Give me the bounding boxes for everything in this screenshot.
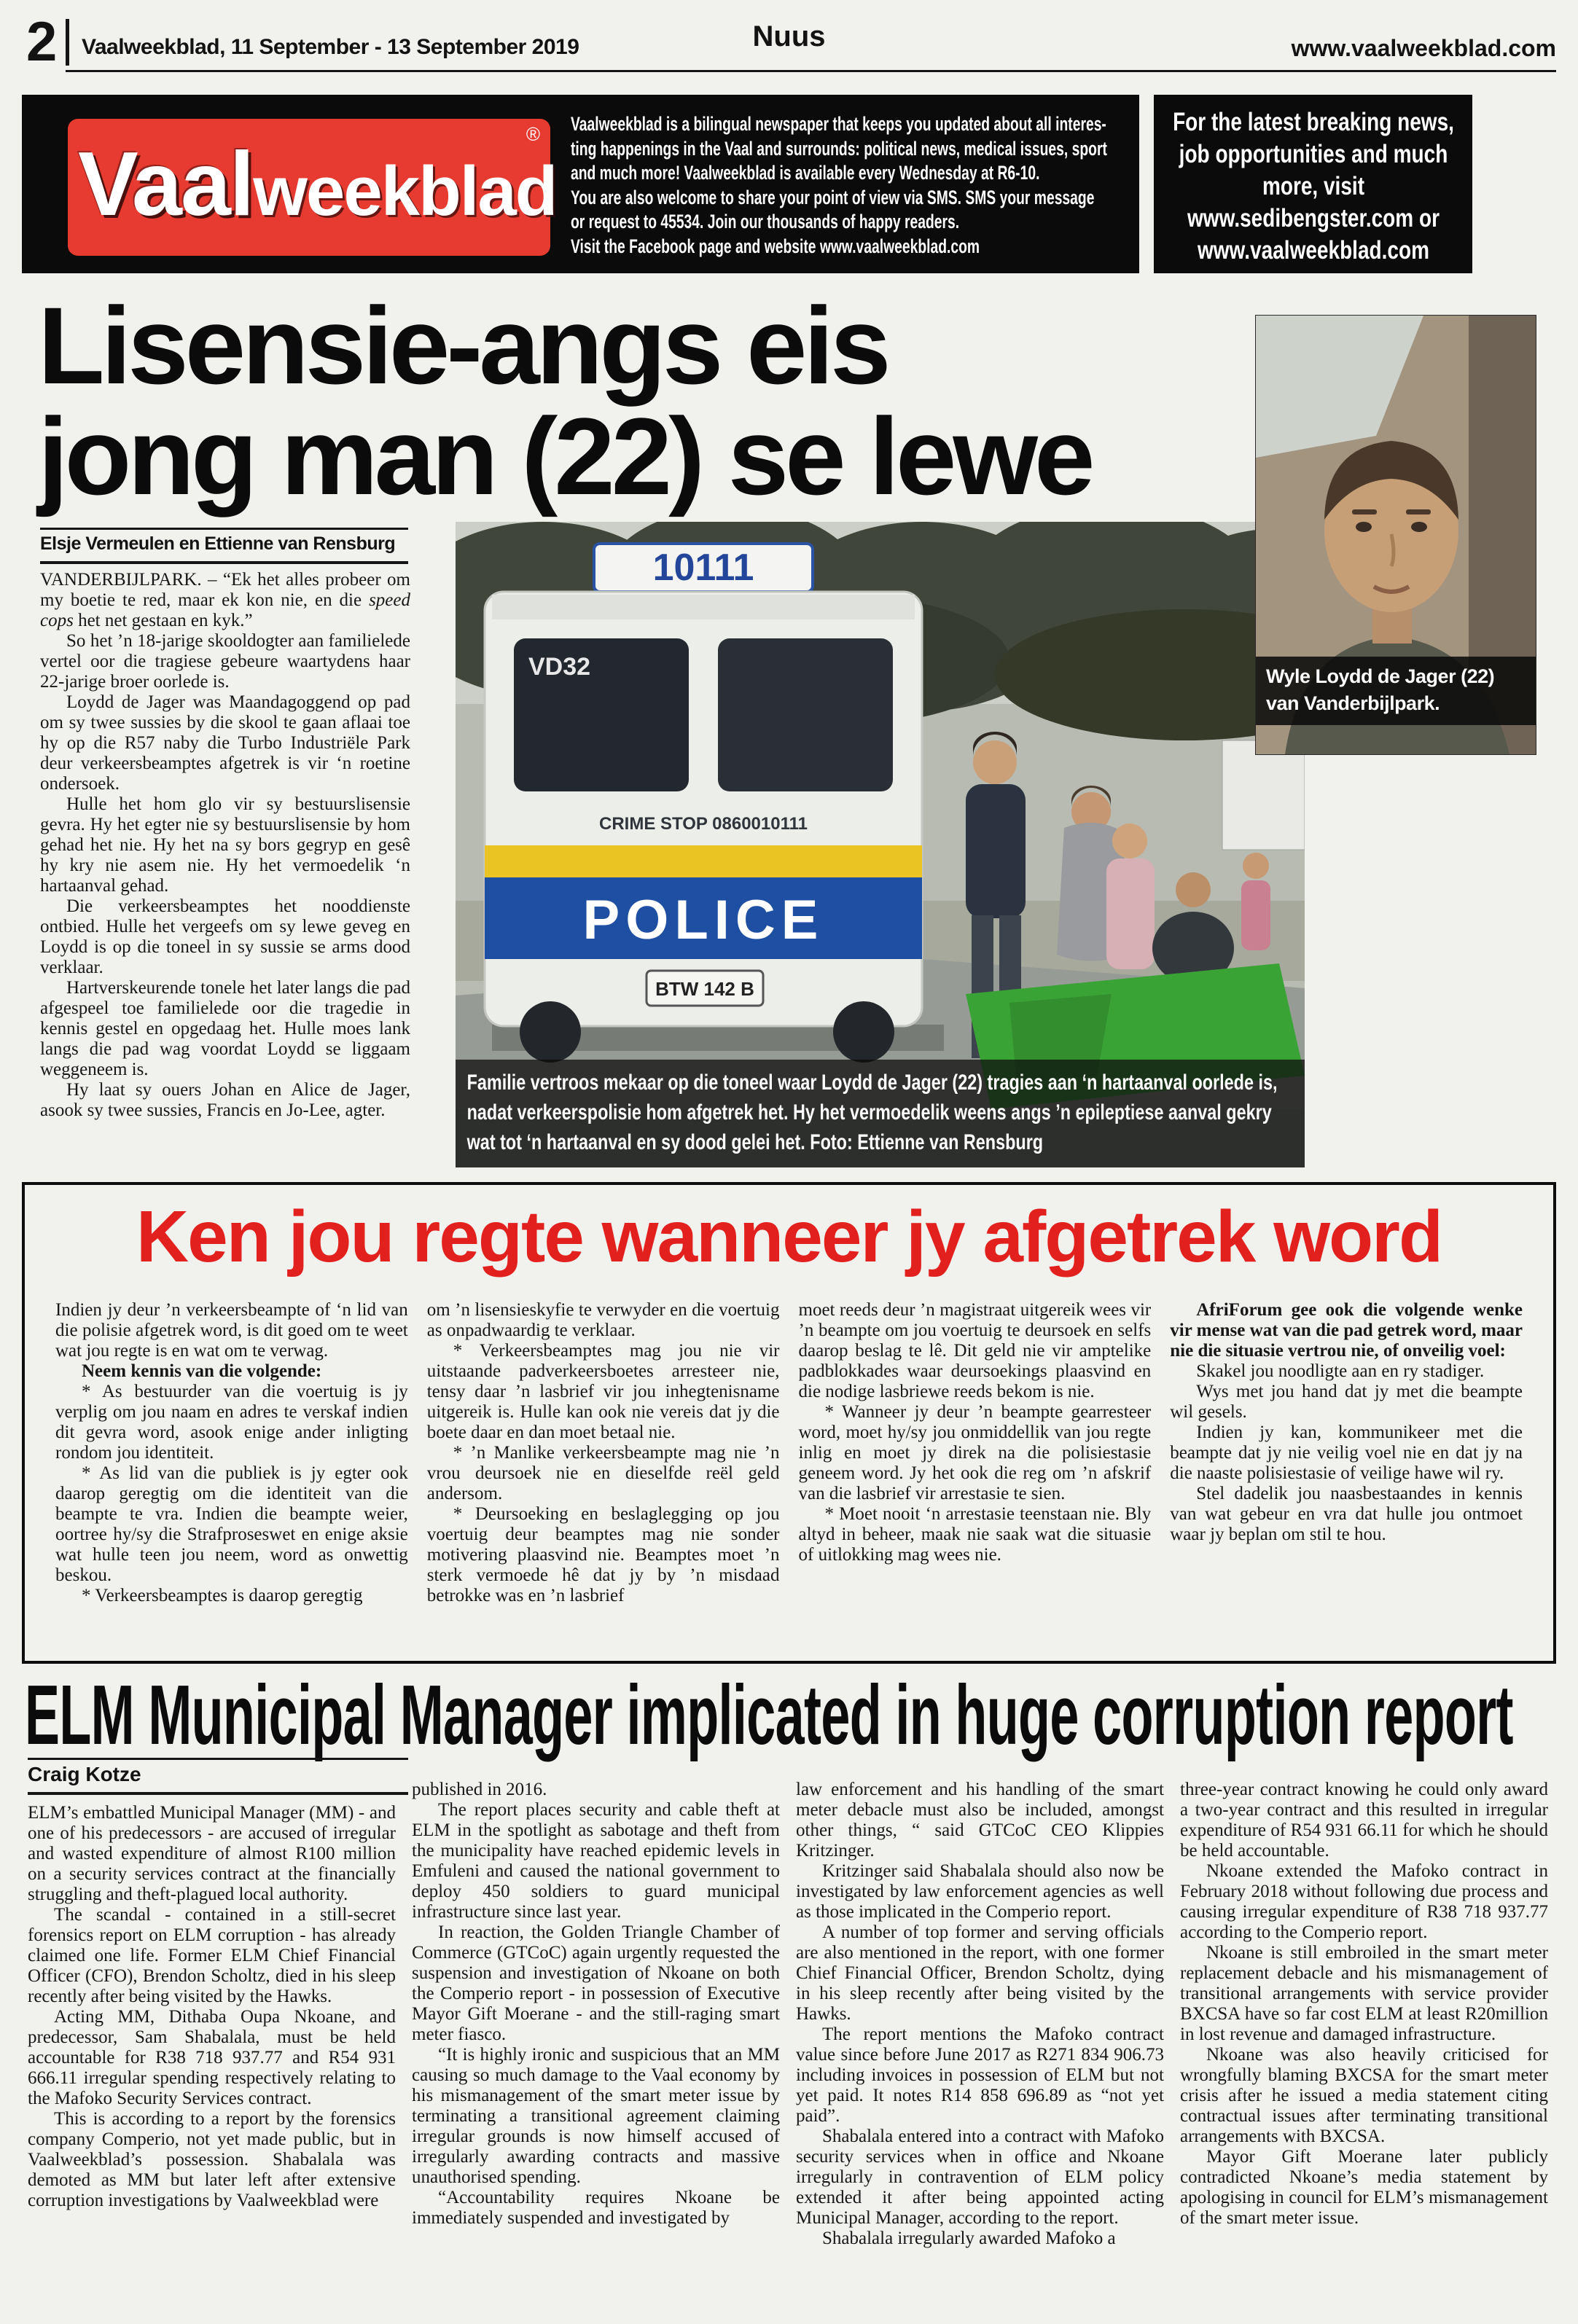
- rights-column-4: [1170, 1300, 1523, 1655]
- paragraph: Kritzinger said Shabalala should also now be investigated by law enforcement agencies as well as those implicated in the Comperio report.: [796, 1861, 1164, 1922]
- paragraph: * Moet nooit ‘n arrestasie teenstaan nie. Bly altyd in beheer, maak nie saak wat die situasie of uitlokking mag wees nie.: [798, 1504, 1152, 1565]
- text-line: job opportunities and much: [1179, 140, 1448, 168]
- elm-column-3: [796, 1780, 1164, 2324]
- registered-trademark-icon: ®: [526, 123, 540, 145]
- paragraph: The scandal - contained in a still-secret forensics report on ELM corruption - has already claimed one life. Former ELM Chief Financial Officer (CFO), Brendon Scholtz, died in his sleep recently after being visited by the Hawks.: [28, 1905, 396, 2006]
- paragraph: Nkoane is still embroiled in the smart meter replacement debacle and his mismanagement of transitional arrangements with service provider BXCSA have so far cost ELM at least R20million in lost revenue and damaged infrastructure.: [1180, 1943, 1548, 2044]
- header-rule: [66, 70, 1556, 72]
- paragraph: * As bestuurder van die voertuig is jy verplig om jou naam en adres te verskaf indien dit gevra word, asook enige ander inligting rondom jou identiteit.: [55, 1382, 408, 1463]
- paragraph: The report places security and cable theft at ELM in the spotlight as sabotage and theft from the municipality have reached epidemic levels in Emfuleni and caused the national government to deploy 450 soldiers to guard municipal infrastructure since last year.: [412, 1800, 780, 1922]
- page-number: 2: [26, 11, 55, 73]
- text-line: and much more! Vaalweekblad is available every Wednesday at R6-10.: [571, 162, 1040, 184]
- paragraph: moet reeds deur ’n magistraat uitgereik wees vir ’n beampte om jou voertuig te deursoek en selfs daarop beslag te lê. Dit geld nie vir amptelike padblokkades waar deursoekings plaasvind en die nodige lasbriewe reeds bekom is nie.: [798, 1300, 1152, 1401]
- paragraph: * Verkeersbeamptes is daarop geregtig: [82, 1586, 363, 1605]
- elm-byline: Craig Kotze: [28, 1758, 408, 1795]
- paragraph: Wys met jou hand dat jy met die beampte wil gesels.: [1170, 1382, 1523, 1422]
- paragraph: Loydd de Jager was Maandagoggend op pad om sy twee sussies by die skool te gaan aflaai toe hy op die R57 naby die Turbo Industriële Park deur verkeersbeamptes afgetrek is vir ‘n roetine ondersoek.: [40, 692, 410, 794]
- van-roof-sign-text: 10111: [652, 547, 754, 589]
- lead-article-column: [40, 570, 410, 1121]
- masthead: [22, 95, 1472, 273]
- van-code-text: VD32: [528, 653, 591, 681]
- rights-column-2: [427, 1300, 780, 1655]
- lead-headline: [38, 284, 1092, 517]
- paragraph: Hy laat sy ouers Johan en Alice de Jager, asook sy twee sussies, Francis en Jo-Lee, agter.: [40, 1080, 410, 1120]
- paragraph: three-year contract knowing he could only award a two-year contract and this resulted in irregular expenditure of R54 931 66.11 for which he should be held accountable.: [1180, 1780, 1548, 1861]
- paragraph: ELM’s embattled Municipal Manager (MM) - and one of his predecessors - are accused of irregular and wasted expenditure of almost R100 million on a security services contract at the financially struggling and theft-plagued local authority.: [28, 1803, 396, 1904]
- photo-caption: Familie vertroos mekaar op die toneel waar Loydd de Jager (22) tragies aan ‘n hartaanval oorlede is, nadat verkeerspolisie hom afgetrek het. Hy het vermoedelik weens angs ’n epileptiese aanval gekry wat tot ‘n hartaanval en sy dood gelei het. Foto: Ettienne van Rensburg: [466, 1071, 1278, 1154]
- edition-date: Vaalweekblad, 11 September - 13 September 2019: [82, 35, 579, 59]
- elm-column-4: [1180, 1780, 1548, 2324]
- police-van-illustration: [485, 544, 944, 1063]
- license-plate-text: BTW 142 B: [655, 978, 754, 1000]
- accident-scene-photo: [456, 522, 1305, 1167]
- paragraph: Hulle het hom glo vir sy bestuurslisensie gevra. Hy het egter nie sy bestuurslisensie by hom gehad het nie. Hy het na sy bors gegryp en gesê hy kry nie asem nie. Hy het vermoedelik ‘n hartaanval gehad.: [40, 794, 410, 896]
- paragraph: VANDERBIJLPARK. – “Ek het alles probeer om my boetie te red, maar ek kon nie, en die speed cops het net gestaan en kyk.”: [40, 570, 410, 630]
- text-line: Visit the Facebook page and website www.vaalweekblad.com: [571, 235, 980, 257]
- masthead-left-panel: [22, 95, 1139, 273]
- paragraph: Hartverskeurende tonele het later langs die pad afgespeel toe familielede oor die tragedie in kennis gestel en opgedaag het. Hulle moes lank langs die pad wag voordat Loydd se liggaam weggeneem is.: [40, 978, 410, 1079]
- know-your-rights-article: [22, 1182, 1556, 1664]
- portrait-photo: [1255, 315, 1536, 755]
- paragraph: Skakel jou noodligte aan en ry stadiger.: [1196, 1361, 1485, 1381]
- paragraph: “It is highly ironic and suspicious that an MM causing so much damage to the Vaal economy by his mismanagement of the smart meter issue by terminating a transitional agreement claiming irregular grounds is now himself accused of irregularly awarding contracts and massive unauthorised spending.: [412, 2045, 780, 2187]
- paragraph: Shabalala entered into a contract with Mafoko security services when in office and Nkoane irregularly in contravention of ELM policy extended it after being appointed acting Municipal Manager, according to the report.: [796, 2127, 1164, 2228]
- paragraph: Acting MM, Dithaba Oupa Nkoane, and predecessor, Sam Shabalala, must be held accountable for R38 718 937.77 and R54 931 666.11 irregular spending respectively relating to the Mafoko Security Services contract.: [28, 2007, 396, 2108]
- text-line: Wyle Loydd de Jager (22): [1266, 665, 1495, 687]
- website-url: www.vaalweekblad.com: [1291, 35, 1556, 61]
- section-title: Nuus: [752, 20, 826, 52]
- vaalweekblad-logo: [68, 119, 557, 256]
- text-line: www.vaalweekblad.com: [1197, 236, 1429, 265]
- paragraph: Indien jy deur ’n verkeersbeampte of ‘n lid van die polisie afgetrek word, is dit goed om te weet wat jou regte is en wat om te verwag.: [55, 1300, 408, 1361]
- masthead-promo-panel: [1154, 95, 1472, 273]
- elm-headline: ELM Municipal Manager implicated in huge corruption report: [25, 1667, 1513, 1762]
- text-line: Vaalweekblad is a bilingual newspaper that keeps you updated about all interes-: [571, 113, 1106, 135]
- paragraph: The report mentions the Mafoko contract value since before June 2017 as R271 834 906.73 including invoices in possession of ELM but not yet paid. It notes R14 858 696.89 as “not yet paid”.: [796, 2024, 1164, 2126]
- paragraph: This is according to a report by the forensics company Comperio, not yet made public, but in Vaalweekblad’s possession. Shabalala was demoted as MM but later left after extensive corruption investigations by Vaalweekblad were: [28, 2109, 396, 2210]
- masthead-promo: [1154, 106, 1472, 267]
- paragraph: AfriForum gee ook die volgende wenke vir mense wat van die pad getrek word, maar nie die situasie vertrou nie, of onveilig voel:: [1170, 1300, 1523, 1361]
- portrait-caption: [1256, 657, 1536, 725]
- paragraph: * As lid van die publiek is jy egter ook daarop geregtig om die identiteit van die beampte te vra. Indien die beampte weier, oortree hy/sy die Strafproseswet en enige aksie wat hulle teen jou neem, word as onwettig beskou.: [55, 1463, 408, 1585]
- text-line: van Vanderbijlpark.: [1266, 692, 1440, 714]
- paragraph: Indien jy kan, kommunikeer met die beampte dat jy nie veilig voel nie en dat jy na die naaste polisiestasie of veilige hawe wil ry.: [1170, 1423, 1523, 1483]
- paragraph: * Verkeersbeamptes mag jou nie vir uitstaande padverkeersboetes arresteer nie, tensy daar ’n lasbrief vir jou inhegtenisname uitgereik is. Hulle kan ook nie vereis dat jy die boete daar en dan moet betaal nie.: [426, 1341, 780, 1442]
- logo-text-vaal: Vaal: [78, 134, 254, 235]
- paragraph: Mayor Gift Moerane later publicly contradicted Nkoane’s media statement by apologising in council for ELM’s mismanagement of the smart meter issue.: [1180, 2147, 1548, 2228]
- logo-text-weekblad: weekblad: [253, 152, 557, 230]
- paragraph: “Accountability requires Nkoane be immediately suspended and investigated by: [412, 2188, 780, 2228]
- text-line: ting happenings in the Vaal and surrounds: political news, medical issues, sport: [571, 137, 1107, 160]
- elm-column-1: [28, 1803, 396, 2324]
- lead-byline: Elsje Vermeulen en Ettienne van Rensburg: [40, 528, 408, 564]
- text-line: You are also welcome to share your point of view via SMS. SMS your message: [571, 186, 1095, 208]
- rights-headline: Ken jou regte wanneer jy afgetrek word: [136, 1196, 1442, 1278]
- paragraph: Die verkeersbeamptes het nooddienste ontbied. Hulle het vergeefs om sy lewe geveg en Loydd is op die toneel in sy sussie se arms dood verklaar.: [40, 896, 410, 977]
- paragraph: * Wanneer jy deur ’n beampte gearresteer word, moet hy/sy jou onmiddellik van jou regte inlig en moet jy direk na die polisiestasie geneem word. Jy het ook die reg om ’n afskrif van die lasbrief vir arrestasie te sien.: [798, 1402, 1152, 1503]
- paragraph: * Deursoeking en beslaglegging op jou voertuig deur beamptes mag nie sonder motivering plaasvind nie. Beamptes moet ’n sterk vermoede hê dat jy by ’n misdaad betrokke was en ’n lasbrief: [426, 1504, 780, 1605]
- paragraph: Nkoane extended the Mafoko contract in February 2018 without following due process and causing irregular expenditure of R38 718 937.77 according to the Comperio report.: [1180, 1861, 1548, 1942]
- rights-column-3: [799, 1300, 1152, 1655]
- photo-caption-band: [456, 1060, 1305, 1167]
- paragraph: Shabalala irregularly awarded Mafoko a: [822, 2229, 1116, 2248]
- text-line: For the latest breaking news,: [1172, 108, 1454, 136]
- paragraph: A number of top former and serving officials are also mentioned in the report, with one former Chief Financial Officer, Brendon Scholtz, dying in his sleep recently after being visited by the Hawks.: [796, 1922, 1164, 2024]
- rights-columns: [55, 1300, 1523, 1655]
- paragraph: Neem kennis van die volgende:: [82, 1361, 322, 1381]
- paragraph: In reaction, the Golden Triangle Chamber of Commerce (GTCoC) again urgently requested the suspension and investigation of Nkoane on both the Comperio report - in possession of Executive Mayor Gift Moerane - and the still-raging smart meter fiasco.: [412, 1922, 780, 2044]
- police-text: POLICE: [582, 889, 824, 951]
- masthead-description: [571, 112, 1155, 259]
- text-line: www.sedibengster.com or: [1187, 204, 1440, 232]
- paragraph: Nkoane was also heavily criticised for wrongfully blaming BXCSA for the smart meter crisis after he issued a media statement citing contractual issues after terminating transitional arrangements with BXCSA.: [1180, 2045, 1548, 2146]
- text-line: jong man (22) se lewe: [38, 395, 1092, 517]
- paragraph: om ’n lisensieskyfie te verwyder en die voertuig as onpadwaardig te verklaar.: [426, 1300, 780, 1340]
- paragraph: * ’n Manlike verkeersbeampte mag nie ’n vrou deursoek nie en dieselfde reël geld andersom.: [426, 1443, 780, 1503]
- rights-column-1: [55, 1300, 408, 1655]
- paragraph: law enforcement and his handling of the smart meter debacle must also be included, amongst other things, “ said GTCoC CEO Klippies Kritzinger.: [796, 1780, 1164, 1861]
- text-line: or request to 45534. Join our thousands of happy readers.: [571, 211, 960, 232]
- elm-column-2: [412, 1780, 780, 2324]
- paragraph: Stel dadelik jou naasbestaandes in kennis van wat gebeur en vra dat hulle jou ontmoet waar jy beplan om stil te hou.: [1170, 1484, 1523, 1544]
- paragraph: So het ’n 18-jarige skooldogter aan familielede vertel oor die tragiese gebeure waartydens haar 22-jarige broer oorlede is.: [40, 631, 410, 692]
- crime-stop-text: CRIME STOP 0860010111: [599, 814, 808, 834]
- text-line: Lisensie-angs eis: [38, 284, 888, 407]
- paragraph: published in 2016.: [412, 1780, 547, 1799]
- text-line: more, visit: [1262, 172, 1364, 200]
